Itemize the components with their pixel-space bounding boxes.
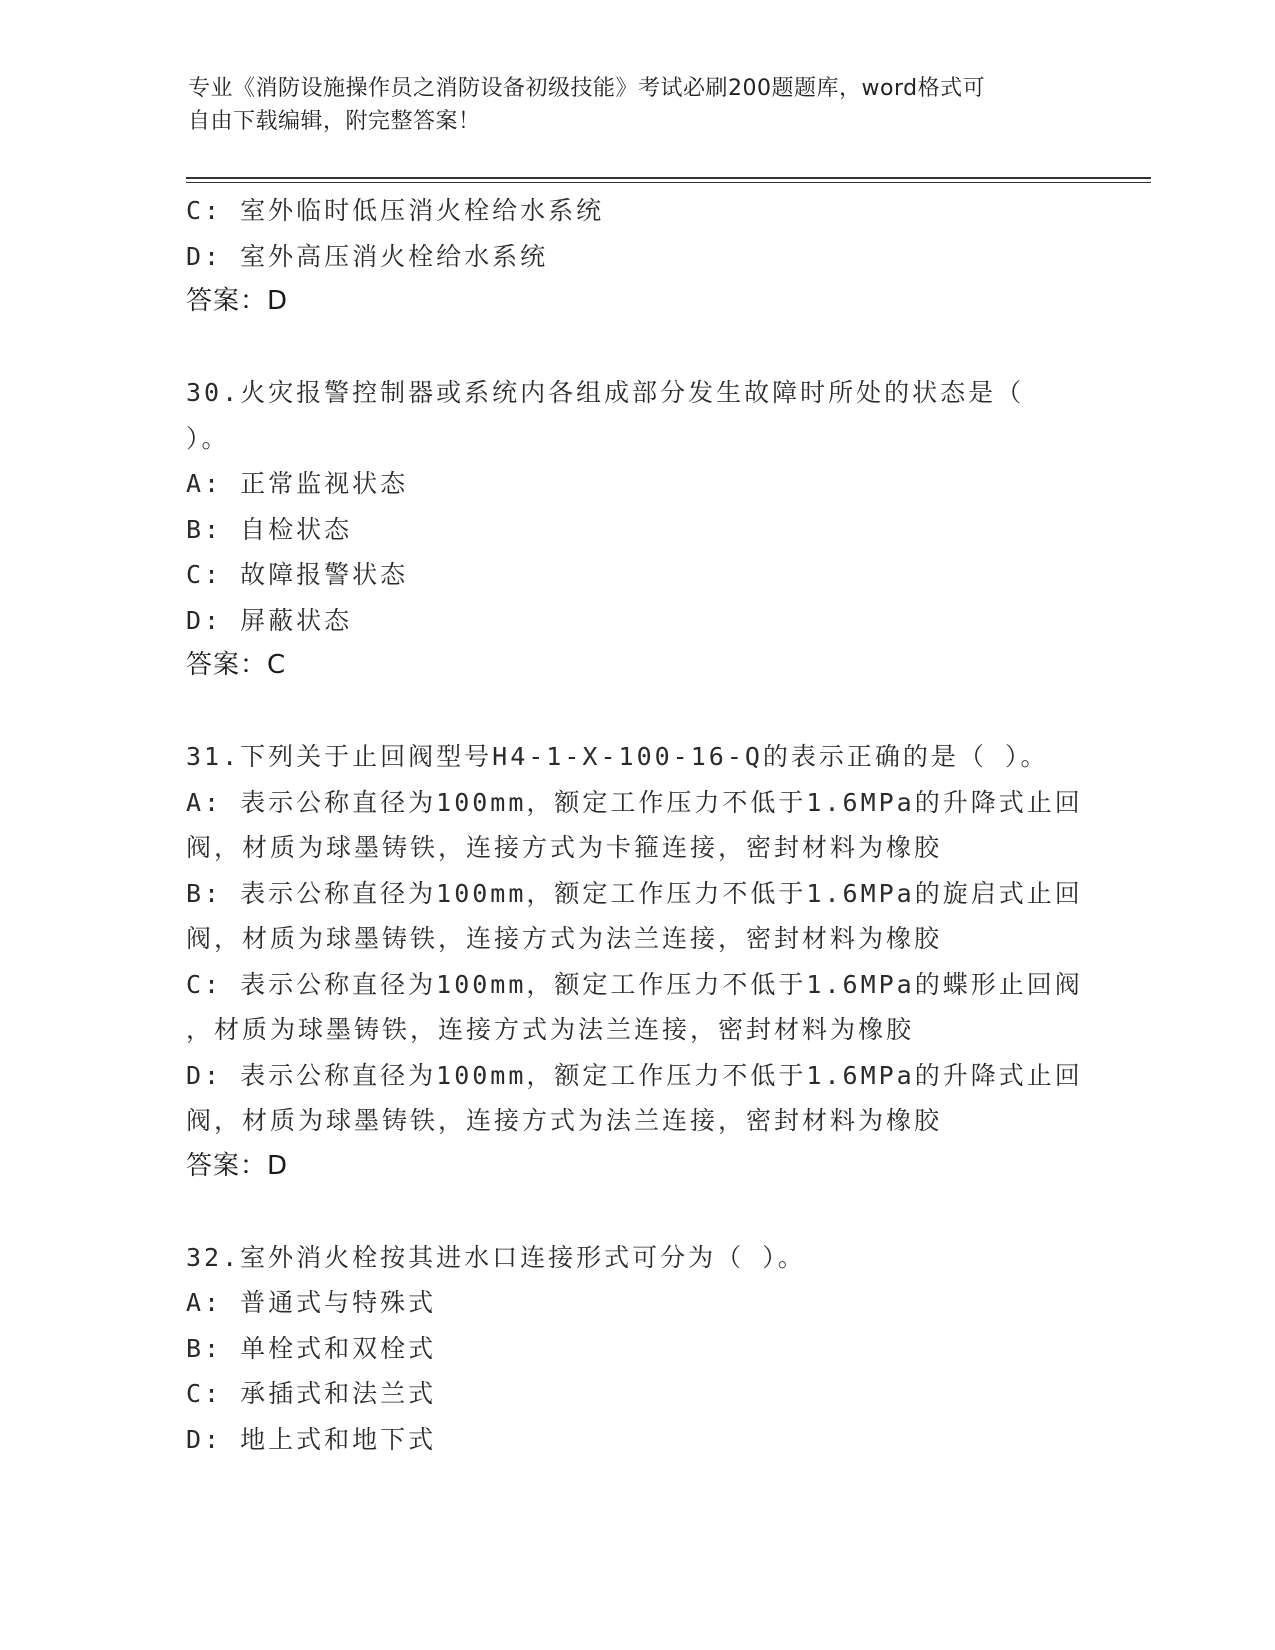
- option-d: D: 屏蔽状态: [186, 605, 353, 635]
- option-a: A: 普通式与特殊式: [186, 1288, 437, 1317]
- header-divider-thick: [186, 177, 1151, 179]
- question-stem: 30.火灾报警控制器或系统内各组成部分发生故障时所处的状态是（: [186, 378, 1025, 407]
- option-c: C: 室外临时低压消火栓给水系统: [186, 196, 605, 225]
- answer: 答案：D: [186, 1150, 289, 1181]
- option-c: C: 表示公称直径为100mm，额定工作压力不低于1.6MPa的蝶形止回阀: [186, 969, 1083, 999]
- option-b: B: 自检状态: [186, 514, 353, 544]
- question-stem: 32.室外消火栓按其进水口连接形式可分为（ ）。: [186, 1242, 806, 1272]
- question-stem-continued: ）。: [186, 423, 230, 453]
- option-b: B: 表示公称直径为100mm，额定工作压力不低于1.6MPa的旋启式止回: [186, 878, 1083, 908]
- answer: 答案：D: [186, 286, 289, 316]
- spacer: [186, 325, 1086, 371]
- question-30: [186, 370, 1086, 689]
- spacer: [186, 689, 1086, 735]
- question-31: [186, 734, 1086, 1189]
- option-a-continued: 阀，材质为球墨铸铁，连接方式为卡箍连接，密封材料为橡胶: [186, 833, 943, 862]
- option-d: D: 室外高压消火栓给水系统: [186, 241, 549, 271]
- option-d: D: 地上式和地下式: [186, 1424, 437, 1454]
- option-b: B: 单栓式和双栓式: [186, 1333, 437, 1363]
- question-list: [186, 188, 1086, 1462]
- option-a: A: 正常监视状态: [186, 469, 409, 498]
- question-32: [186, 1235, 1086, 1463]
- header-line-2: 自由下载编辑，附完整答案！: [188, 109, 481, 134]
- answer: 答案：C: [186, 650, 287, 680]
- document-header: [188, 72, 1088, 138]
- header-line-1: 专业《消防设施操作员之消防设备初级技能》考试必刷200题题库，word格式可: [188, 76, 986, 101]
- option-c-continued: ，材质为球墨铸铁，连接方式为法兰连接，密封材料为橡胶: [186, 1015, 915, 1044]
- question-stem: 31.下列关于止回阀型号H4-1-X-100-16-Q的表示正确的是（ ）。: [186, 742, 1049, 771]
- question-29: [186, 188, 1086, 325]
- header-divider-thin: [186, 182, 1151, 183]
- option-d: D: 表示公称直径为100mm，额定工作压力不低于1.6MPa的升降式止回: [186, 1060, 1083, 1090]
- option-b-continued: 阀，材质为球墨铸铁，连接方式为法兰连接，密封材料为橡胶: [186, 924, 943, 953]
- option-d-continued: 阀，材质为球墨铸铁，连接方式为法兰连接，密封材料为橡胶: [186, 1106, 943, 1135]
- option-c: C: 承插式和法兰式: [186, 1379, 437, 1408]
- spacer: [186, 1189, 1086, 1235]
- option-a: A: 表示公称直径为100mm，额定工作压力不低于1.6MPa的升降式止回: [186, 787, 1083, 817]
- option-c: C: 故障报警状态: [186, 560, 409, 589]
